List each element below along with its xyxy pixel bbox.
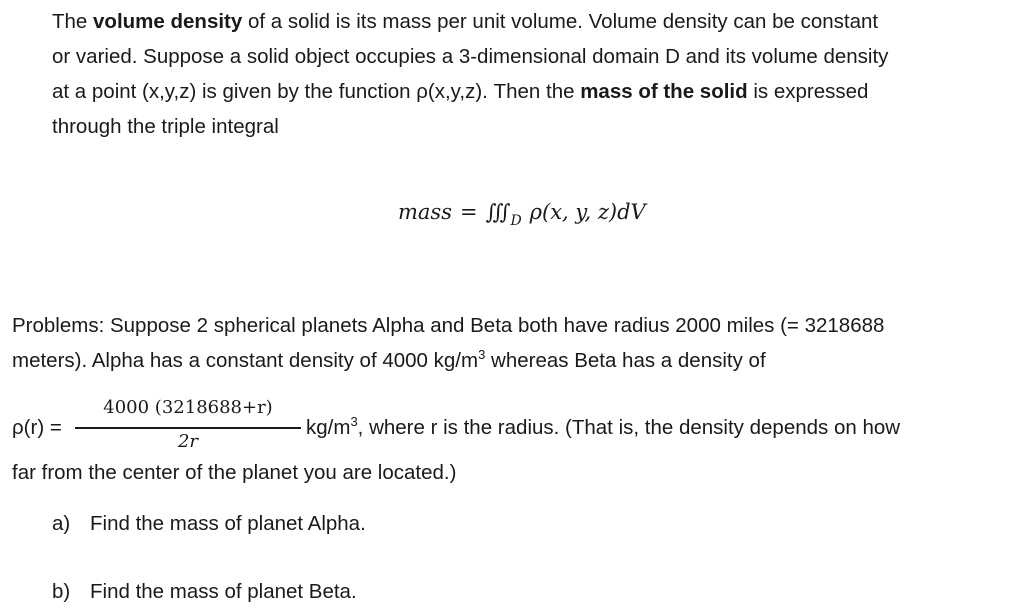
fraction-numerator: 4000 (3218688+r) [103, 397, 273, 418]
fraction-bar [75, 427, 301, 429]
problems-paragraph [12, 308, 1017, 378]
question-a [52, 509, 366, 539]
intro-line-4: through the triple integral [52, 115, 279, 138]
formula-equals: = [460, 200, 478, 224]
fraction-denominator: 2r [177, 431, 199, 452]
question-b-text: Find the mass of planet Beta. [90, 580, 357, 603]
intro-paragraph [52, 4, 1020, 144]
term-mass-of-solid: mass of the solid [580, 80, 748, 103]
intro-line-2: or varied. Suppose a solid object occupies a 3-dimensional domain D and its volume density [52, 45, 889, 68]
density-unit-text: $kg/m^3$, where r is the radius. (That is, the density depends on how [306, 414, 901, 439]
question-a-label: a) [52, 512, 71, 535]
mass-integral-formula [398, 200, 646, 229]
integral-domain: D [510, 213, 522, 229]
intro-line-3: at a point (x,y,z) is given by the function ρ(x,y,z). Then the mass of the solid is expressed [52, 80, 869, 103]
formula-integrand: ρ(x, y, z)dV [529, 200, 646, 224]
far-from-center-line: far from the center of the planet you are located.) [12, 461, 457, 484]
problems-line-1: Problems: Suppose 2 spherical planets Alpha and Beta both have radius 2000 miles (= 3218688 [12, 314, 885, 337]
beta-density-formula [12, 395, 1022, 455]
triple-integral-symbol: ∭ [485, 200, 511, 224]
density-label: ρ(r) = [12, 416, 62, 439]
problems-line-2: meters). Alpha has a constant density of 4000 $kg/m^3$ whereas Beta has a density of [12, 347, 766, 372]
density-fraction [75, 395, 301, 455]
intro-line-1: The volume density of a solid is its mass per unit volume. Volume density can be constant [52, 10, 879, 33]
question-b-label: b) [52, 580, 71, 603]
term-volume-density: volume density [93, 10, 243, 33]
question-b [52, 577, 357, 607]
question-a-text: Find the mass of planet Alpha. [90, 512, 366, 535]
formula-lhs: mass [398, 200, 452, 224]
